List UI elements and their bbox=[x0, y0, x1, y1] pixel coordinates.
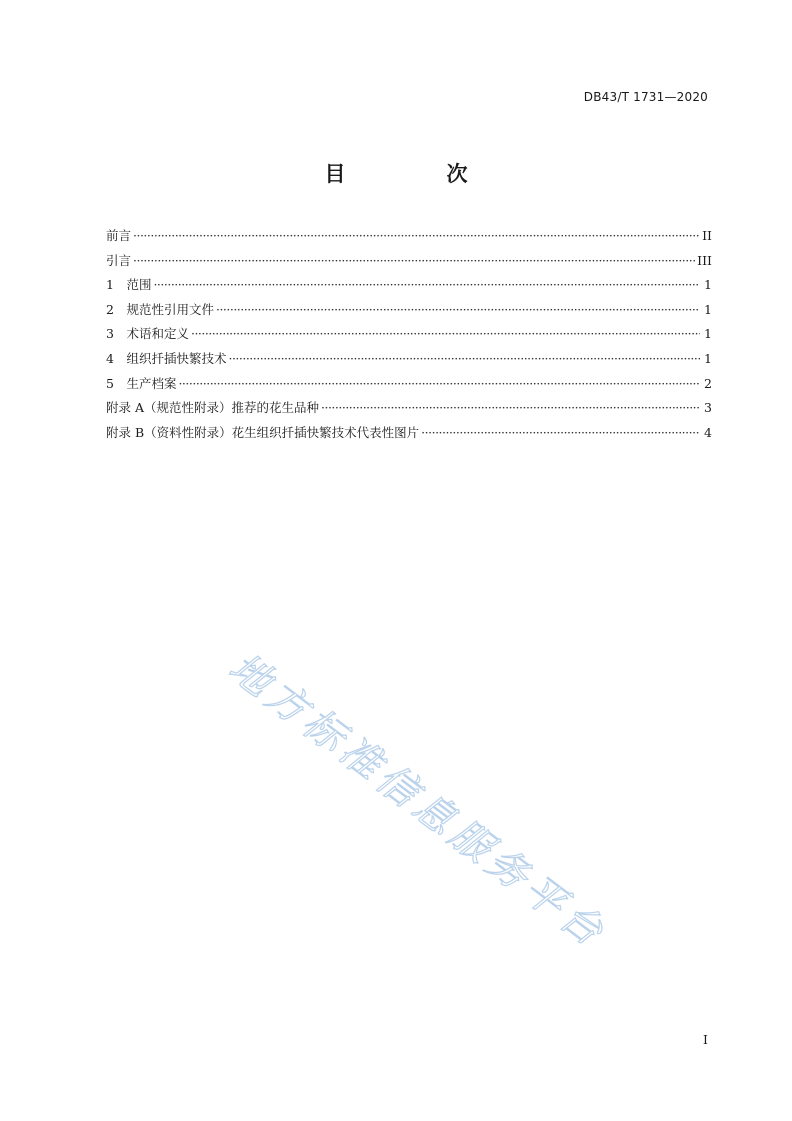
toc-entry-page: 3 bbox=[704, 400, 712, 416]
toc-entry-introduction[interactable] bbox=[106, 251, 712, 276]
toc-leader-dots bbox=[191, 326, 700, 341]
toc-entry-label: 附录 A（规范性附录）推荐的花生品种 bbox=[106, 400, 320, 416]
toc-entry-foreword[interactable] bbox=[106, 226, 712, 251]
toc-entry-page: 1 bbox=[704, 277, 712, 293]
toc-entry-page: 4 bbox=[704, 424, 712, 440]
toc-entry-label: 3 术语和定义 bbox=[106, 326, 189, 342]
toc-entry-appendix-a[interactable] bbox=[106, 398, 712, 423]
toc-leader-dots bbox=[153, 277, 700, 292]
toc-entry-label: 前言 bbox=[106, 228, 132, 243]
toc-leader-dots bbox=[321, 400, 700, 415]
toc-entry-label: 附录 B（资料性附录）花生组织扦插快繁技术代表性图片 bbox=[106, 424, 420, 440]
toc-entry-page: 1 bbox=[704, 301, 712, 317]
toc-entry-production-records[interactable] bbox=[106, 374, 712, 399]
page-number: I bbox=[703, 1032, 708, 1047]
toc-leader-dots bbox=[178, 376, 700, 391]
toc-entry-terms-definitions[interactable] bbox=[106, 324, 712, 349]
toc-leader-dots bbox=[216, 302, 700, 317]
toc-leader-dots bbox=[133, 253, 695, 268]
toc-entry-label: 4 组织扦插快繁技术 bbox=[106, 350, 227, 366]
toc-leader-dots bbox=[228, 351, 700, 366]
toc-entry-propagation-technique[interactable] bbox=[106, 349, 712, 374]
toc-entry-page: II bbox=[702, 228, 712, 243]
document-code: DB43/T 1731—2020 bbox=[583, 90, 708, 104]
toc-entry-label: 1 范围 bbox=[106, 277, 152, 293]
toc-entry-page: 1 bbox=[704, 350, 712, 366]
toc-entry-scope[interactable] bbox=[106, 275, 712, 300]
toc-entry-page: 2 bbox=[704, 375, 712, 391]
toc-leader-dots bbox=[421, 425, 700, 440]
toc-entry-normative-references[interactable] bbox=[106, 300, 712, 325]
toc-entry-label: 2 规范性引用文件 bbox=[106, 301, 214, 317]
table-of-contents bbox=[106, 226, 712, 447]
toc-entry-label: 引言 bbox=[106, 252, 132, 268]
toc-entry-page: 1 bbox=[704, 326, 712, 342]
toc-entry-appendix-b[interactable] bbox=[106, 423, 712, 448]
toc-leader-dots bbox=[133, 228, 700, 243]
watermark-text: 地方标准信息服务平台 bbox=[220, 644, 616, 959]
toc-entry-label: 5 生产档案 bbox=[106, 375, 177, 391]
toc-title: 目 次 bbox=[324, 162, 508, 186]
toc-entry-page: III bbox=[697, 252, 712, 268]
